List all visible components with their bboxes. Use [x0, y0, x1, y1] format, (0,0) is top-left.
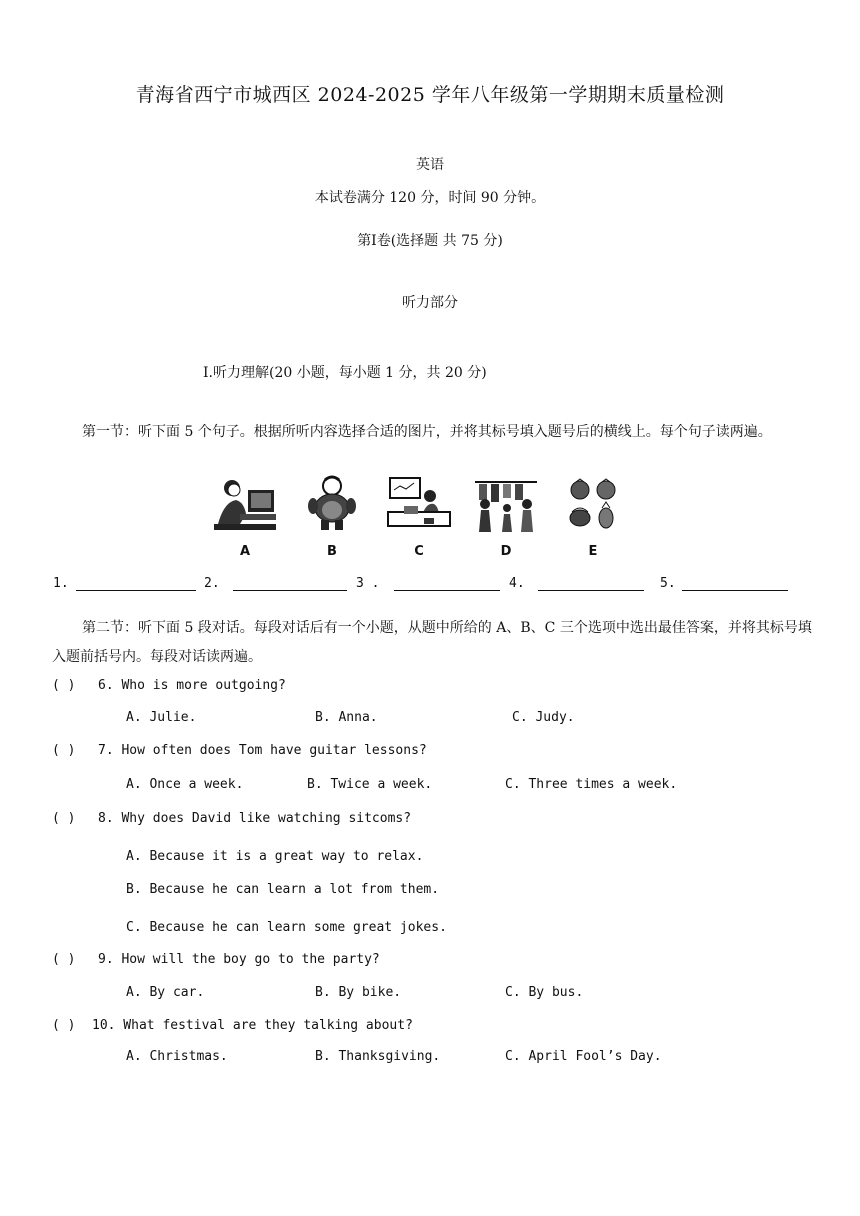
q8-option-a: A. Because it is a great way to relax.: [126, 849, 424, 864]
page-title: 青海省西宁市城西区 2024-2025 学年八年级第一学期期末质量检测: [135, 84, 725, 106]
q7-option-a: A. Once a week.: [126, 777, 244, 792]
q9-option-b: B. By bike.: [315, 985, 402, 1000]
section1-instruction: 第一节：听下面 5 个句子。根据所听内容选择合适的图片，并将其标号填入题号后的横线上。每个句子读两遍。: [82, 424, 772, 440]
question-9: 9. How will the boy go to the party?: [98, 952, 380, 967]
part-label: 听力部分: [402, 295, 458, 311]
answer-paren-7[interactable]: ( ): [52, 743, 76, 758]
blank-number-3: 3 .: [356, 576, 380, 591]
q9-option-c: C. By bus.: [505, 985, 584, 1000]
people-shopping-clothes-icon: [471, 474, 541, 534]
question-7: 7. How often does Tom have guitar lessons?: [98, 743, 427, 758]
answer-blank-3[interactable]: [394, 590, 500, 591]
picture-label-e: E: [588, 544, 598, 559]
blank-number-1: 1.: [53, 576, 69, 591]
answer-paren-10[interactable]: ( ): [52, 1018, 76, 1033]
picture-label-b: B: [327, 544, 337, 559]
question-10: 10. What festival are they talking about?: [92, 1018, 413, 1033]
section-title: Ⅰ.听力理解(20 小题，每小题 1 分，共 20 分): [203, 365, 487, 381]
person-at-computer-icon: [210, 474, 280, 534]
q6-option-b: B. Anna.: [315, 710, 378, 725]
q10-option-b: B. Thanksgiving.: [315, 1049, 441, 1064]
picture-label-c: C: [414, 544, 424, 559]
q8-option-c: C. Because he can learn some great jokes.: [126, 920, 447, 935]
blank-number-5: 5.: [660, 576, 676, 591]
q7-option-b: B. Twice a week.: [307, 777, 433, 792]
blank-number-4: 4.: [509, 576, 525, 591]
q6-option-c: C. Judy.: [512, 710, 575, 725]
blank-number-2: 2.: [204, 576, 220, 591]
q8-option-b: B. Because he can learn a lot from them.: [126, 882, 440, 897]
picture-label-a: A: [239, 544, 251, 559]
q9-option-a: A. By car.: [126, 985, 205, 1000]
picture-label-d: D: [500, 544, 512, 559]
answer-paren-9[interactable]: ( ): [52, 952, 76, 967]
volume-label: 第Ⅰ卷(选择题 共 75 分): [357, 233, 503, 249]
answer-blank-2[interactable]: [233, 590, 347, 591]
fruits-and-vegetables-icon: [558, 474, 628, 534]
q7-option-c: C. Three times a week.: [505, 777, 678, 792]
question-8: 8. Why does David like watching sitcoms?: [98, 811, 412, 826]
answer-blank-5[interactable]: [682, 590, 788, 591]
question-6: 6. Who is more outgoing?: [98, 678, 286, 693]
q10-option-a: A. Christmas.: [126, 1049, 228, 1064]
section2-instruction: 第二节：听下面 5 段对话。每段对话后有一个小题，从题中所给的 A、B、C 三个选项中选出最佳答案，并将其标号填入题前括号内。每段对话读两遍。: [52, 620, 812, 665]
answer-paren-6[interactable]: ( ): [52, 678, 76, 693]
answer-paren-8[interactable]: ( ): [52, 811, 76, 826]
answer-blank-1[interactable]: [76, 590, 196, 591]
person-at-desk-with-tv-icon: [384, 474, 454, 534]
q6-option-a: A. Julie.: [126, 710, 197, 725]
subject-label: 英语: [416, 157, 444, 173]
exam-info: 本试卷满分 120 分，时间 90 分钟。: [314, 190, 546, 206]
q10-option-c: C. April Fool’s Day.: [505, 1049, 662, 1064]
answer-blank-4[interactable]: [538, 590, 644, 591]
chubby-boy-icon: [297, 474, 367, 534]
